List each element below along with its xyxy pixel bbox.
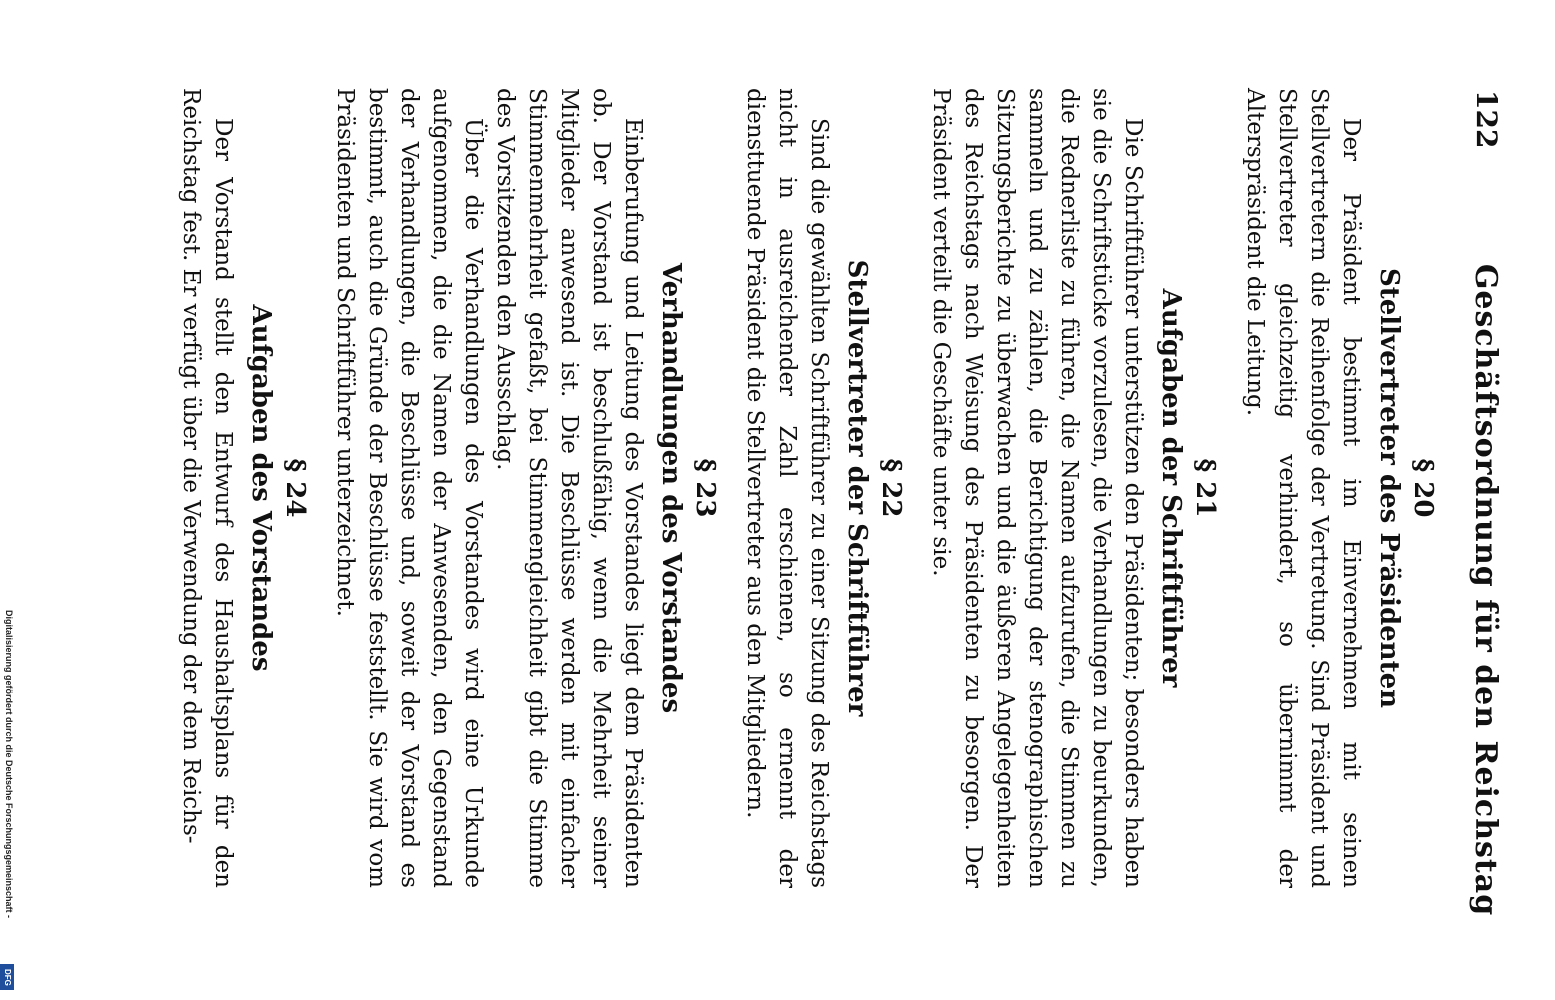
dfg-logo: DFG (0, 964, 14, 990)
section-title: Stellvertreter des Präsidenten (1374, 267, 1404, 709)
section-paragraph: Die Schriftführer unterstützen den Präsidenten; besonders haben sie die Schriftstücke vorzulesen, die Verhandlungen zu beurkunden, die Rednerliste zu führen, die Namen aufzurufen, die Stimmen zu sammeln und zu zählen, die Berichtigung der stenographischen Sitzungsberichte zu überwachen und die äußeren Angelegenheiten des Reichstags nach Weisung des Präsidenten zu besorgen. Der Präsident verteilt die Geschäfte unter sie. (928, 88, 1146, 888)
section-number: § 21 (1190, 458, 1220, 518)
document-body (175, 88, 1457, 888)
section-number: § 23 (690, 458, 720, 518)
section-number: § 24 (280, 458, 310, 518)
section-21 (925, 88, 1221, 888)
section-paragraph: Der Vorstand stellt den Entwurf des Haushaltsplans für den Reichstag fest. Er verfügt über die Verwendung der dem Reichs- (178, 88, 236, 888)
section-22 (739, 88, 907, 888)
section-paragraph: Einberufung und Leitung des Vorstandes liegt dem Präsidenten ob. Der Vorstand ist beschlußfähig, wenn die Mehrheit seiner Mitglieder anwesend ist. Die Beschlüsse werden mit einfacher Stimmenmehrheit gefaßt, bei Stimmengleichheit gibt die Stimme des Vorsitzenden den Ausschlag. (492, 88, 646, 888)
page-header (1463, 30, 1503, 960)
running-head: Geschäftsordnung für den Reichstag (1468, 263, 1503, 917)
section-24 (175, 88, 311, 888)
section-paragraph: Der Präsident bestimmt im Einvernehmen mit seinen Stellvertretern die Reihenfolge der Vertretung. Sind Präsident und Stellvertreter gleichzeitig verhindert, so übernimmt der Alterspräsident die Leitung. (1242, 88, 1364, 888)
section-paragraph: Über die Verhandlungen des Vorstandes wird eine Urkunde aufgenommen, die die Namen der Anwesenden, den Gegenstand der Verhandlungen, die Beschlüsse und, soweit der Vorstand es bestimmt, auch die Gründe der Beschlüsse feststellt. Sie wird vom Präsidenten und Schriftführer unterzeichnet. (332, 88, 486, 888)
section-23 (329, 88, 721, 888)
section-title: Aufgaben des Vorstandes (246, 304, 276, 672)
digitization-credit: Digitalisierung gefördert durch die Deutsche Forschungsgemeinschaft - (4, 610, 14, 919)
section-20 (1239, 88, 1439, 888)
page-number: 122 (1470, 90, 1503, 149)
section-title: Aufgaben der Schriftführer (1156, 288, 1186, 688)
section-title: Stellvertreter der Schriftführer (842, 259, 872, 717)
section-number: § 22 (876, 458, 906, 518)
section-paragraph: Sind die gewählten Schriftführer zu einer Sitzung des Reichstags nicht in ausreichender Zahl erschienen, so ernennt der diensttuende Präsident die Stellvertreter aus den Mitgliedern. (742, 88, 832, 888)
section-title: Verhandlungen des Vorstandes (656, 262, 686, 714)
section-number: § 20 (1408, 458, 1438, 518)
